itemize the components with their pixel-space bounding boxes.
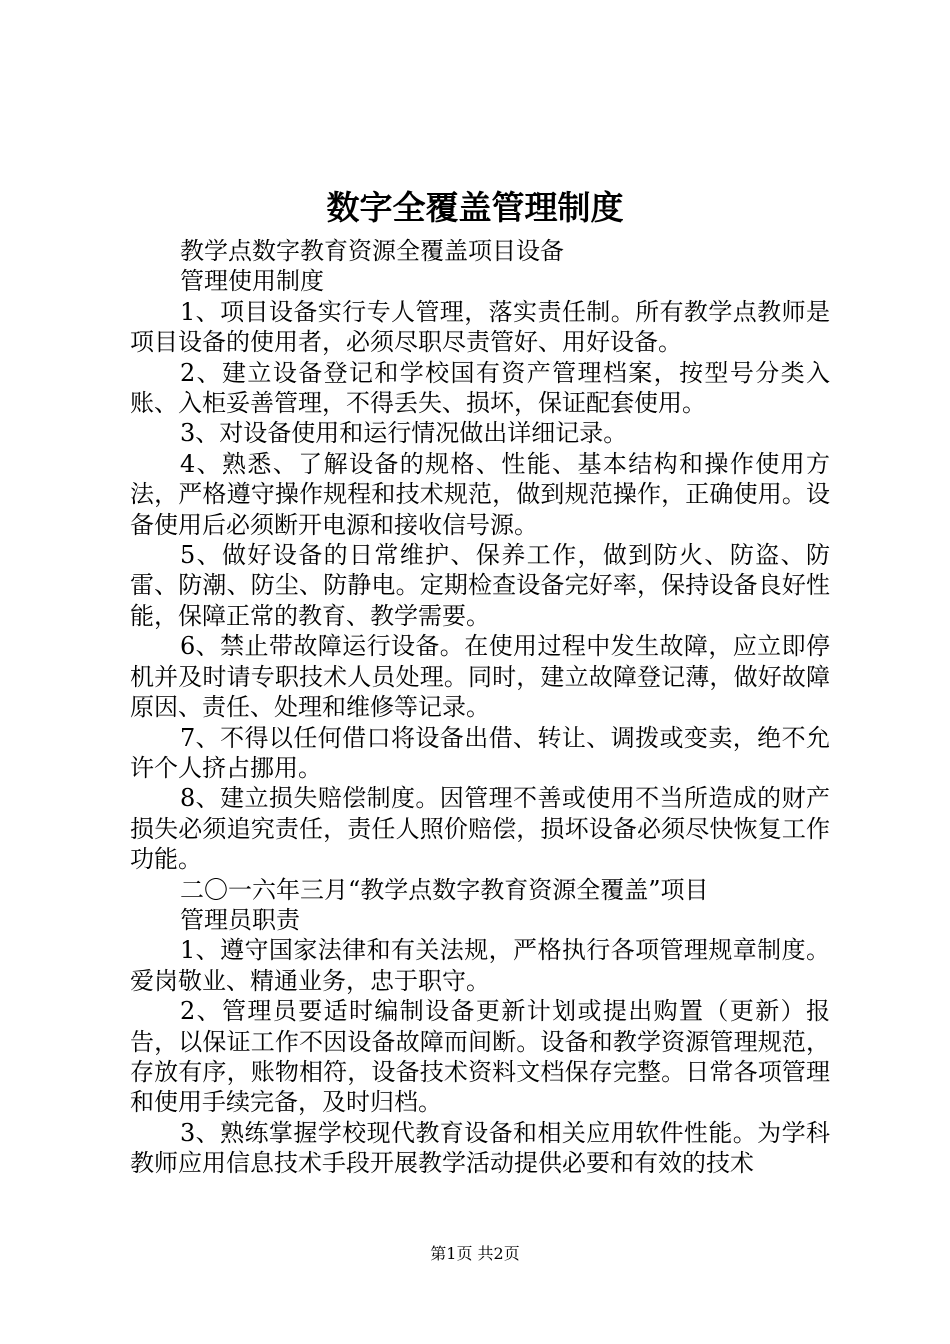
paragraph: 7、不得以任何借口将设备出借、转让、调拨或变卖，绝不允许个人挤占挪用。	[130, 723, 830, 782]
page-footer: 第1页 共2页	[430, 1244, 520, 1263]
paragraph: 管理使用制度	[180, 267, 324, 296]
paragraph: 二〇一六年三月“教学点数字教育资源全覆盖”项目	[180, 875, 709, 904]
paragraph: 3、对设备使用和运行情况做出详细记录。	[180, 419, 628, 448]
paragraph: 3、熟练掌握学校现代教育设备和相关应用软件性能。为学科教师应用信息技术手段开展教学活动提供必要和有效的技术	[130, 1118, 830, 1178]
paragraph: 1、项目设备实行专人管理，落实责任制。所有教学点教师是项目设备的使用者，必须尽职尽责管好、用好设备。	[130, 297, 830, 357]
document-body	[130, 236, 830, 1179]
paragraph: 5、做好设备的日常维护、保养工作，做到防火、防盗、防雷、防潮、防尘、防静电。定期检查设备完好率，保持设备良好性能，保障正常的教育、教学需要。	[130, 541, 830, 630]
paragraph: 8、建立损失赔偿制度。因管理不善或使用不当所造成的财产损失必须追究责任，责任人照价赔偿，损坏设备必须尽快恢复工作功能。	[130, 784, 830, 874]
paragraph: 4、熟悉、了解设备的规格、性能、基本结构和操作使用方法，严格遵守操作规程和技术规范，做到规范操作，正确使用。设备使用后必须断开电源和接收信号源。	[130, 449, 830, 539]
paragraph: 2、建立设备登记和学校国有资产管理档案，按型号分类入账、入柜妥善管理，不得丢失、损坏，保证配套使用。	[130, 358, 830, 418]
paragraph: 2、管理员要适时编制设备更新计划或提出购置（更新）报告，以保证工作不因设备故障而间断。设备和教学资源管理规范，存放有序，账物相符，设备技术资料文档保存完整。日常各项管理和使用手续完备，及时归档。	[130, 997, 830, 1117]
paragraph: 管理员职责	[180, 905, 300, 934]
paragraph: 教学点数字教育资源全覆盖项目设备	[180, 237, 564, 265]
paragraph: 6、禁止带故障运行设备。在使用过程中发生故障，应立即停机并及时请专职技术人员处理。同时，建立故障登记薄，做好故障原因、责任、处理和维修等记录。	[130, 632, 830, 722]
document-title: 数字全覆盖管理制度	[326, 188, 624, 227]
paragraph: 1、遵守国家法律和有关法规，严格执行各项管理规章制度。爱岗敬业、精通业务，忠于职守。	[130, 936, 830, 995]
